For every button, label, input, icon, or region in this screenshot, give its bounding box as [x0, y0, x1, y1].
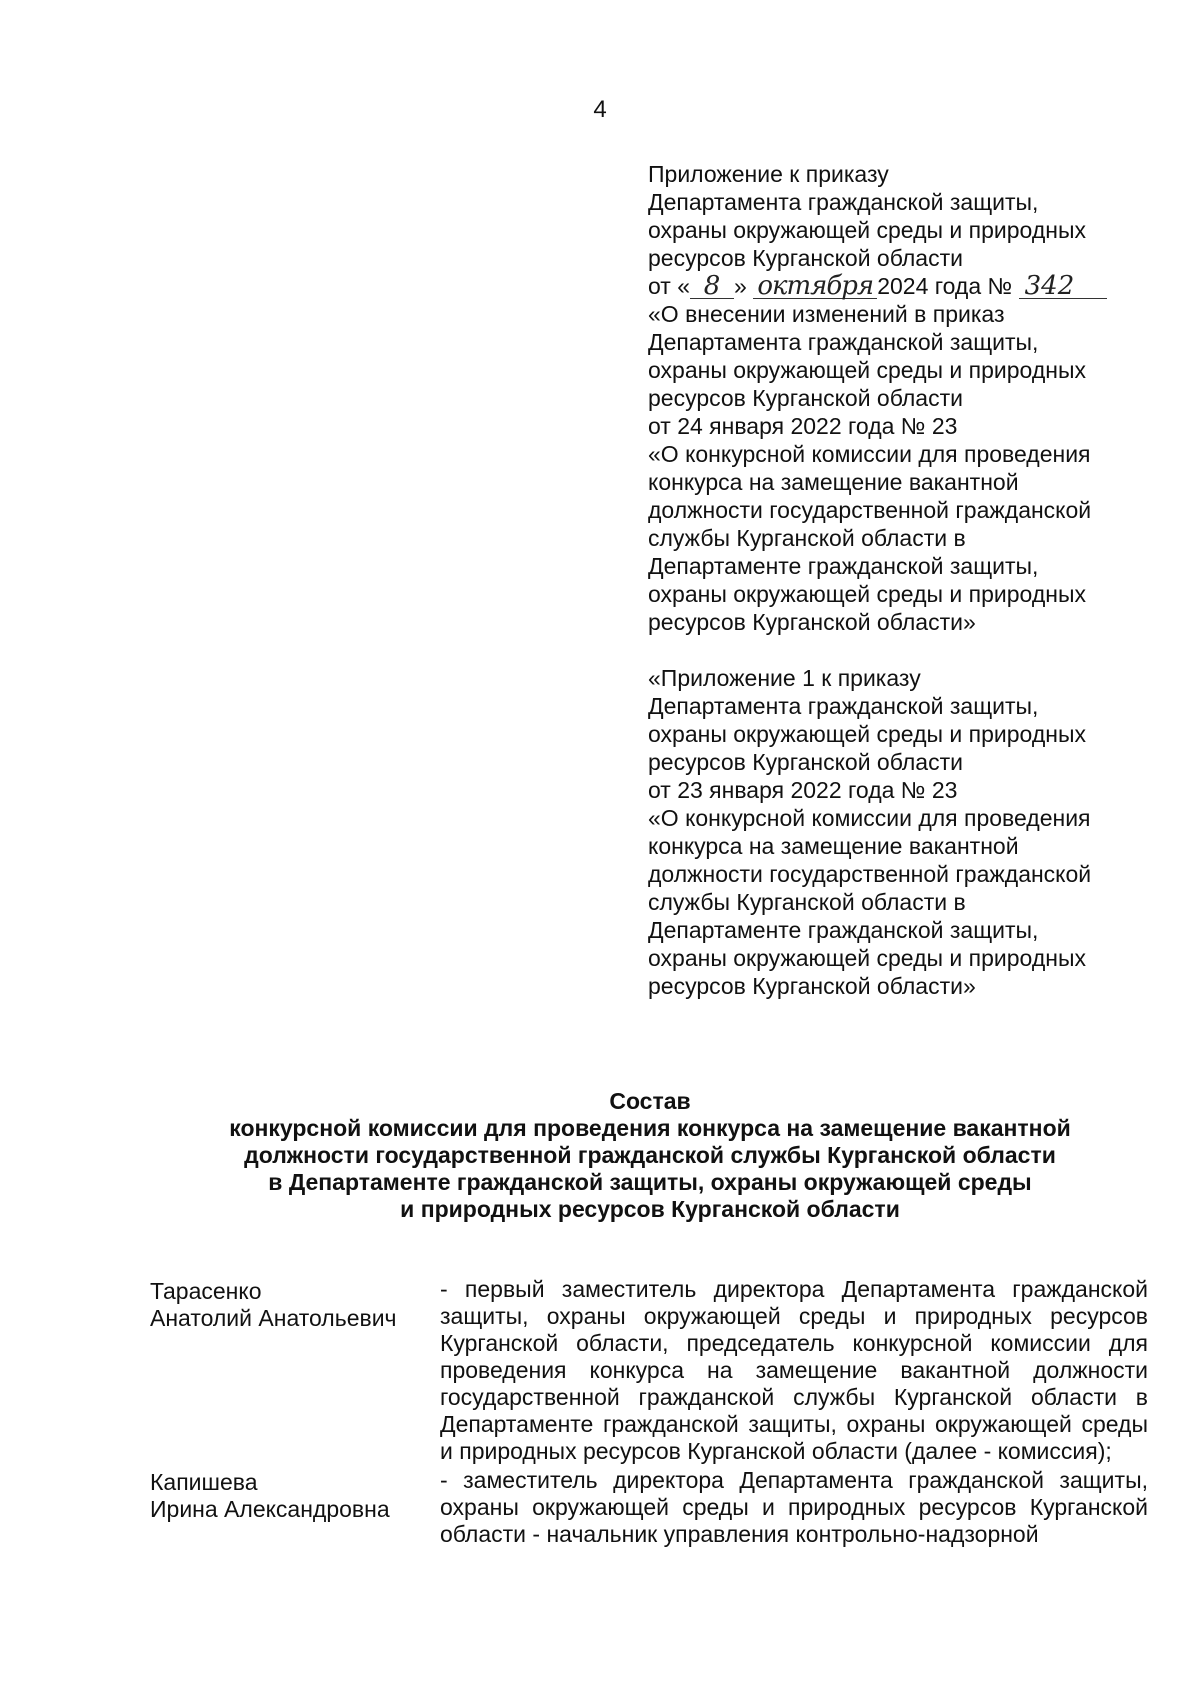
annex-line: Департамента гражданской защиты,	[648, 329, 1039, 355]
member-surname: Капишева	[150, 1469, 258, 1495]
annex-line: «О конкурсной комиссии для проведения	[648, 441, 1091, 467]
annex-line: ресурсов Курганской области»	[648, 609, 976, 635]
title-line: должности государственной гражданской службы Курганской области	[244, 1142, 1056, 1168]
member-name	[150, 1276, 440, 1465]
title-line: в Департаменте гражданской защиты, охраны окружающей среды	[268, 1169, 1032, 1195]
annex-line: охраны окружающей среды и природных	[648, 721, 1086, 747]
page-number: 4	[593, 96, 607, 123]
annex-line: Приложение к приказу	[648, 161, 889, 187]
annex-line: Департамента гражданской защиты,	[648, 189, 1039, 215]
member-entry	[150, 1467, 1150, 1548]
annex-line: «О внесении изменений в приказ	[648, 301, 1005, 327]
annex-line: ресурсов Курганской области	[648, 385, 963, 411]
member-name	[150, 1467, 440, 1548]
annex-line: должности государственной гражданской	[648, 497, 1092, 523]
original-annex-header-block	[648, 664, 1148, 1000]
annex-line: от 24 января 2022 года № 23	[648, 413, 958, 439]
annex-line: ресурсов Курганской области	[648, 749, 963, 775]
member-description: - заместитель директора Департамента гражданской защиты, охраны окружающей среды и природных ресурсов Курганской области - начальник управления контрольно-надзорной	[440, 1467, 1148, 1547]
annex-line: от 23 января 2022 года № 23	[648, 777, 958, 803]
annex-line: охраны окружающей среды и природных	[648, 581, 1086, 607]
annex-line: охраны окружающей среды и природных	[648, 945, 1086, 971]
annex-line: должности государственной гражданской	[648, 861, 1092, 887]
member-description: - первый заместитель директора Департамента гражданской защиты, охраны окружающей среды и природных ресурсов Курганской области, председатель конкурсной комиссии для проведения конкурса на замещение вакантной должности государственной гражданской службы Курганской области в Департаменте гражданской защиты, охраны окружающей среды и природных ресурсов Курганской области (далее - комиссия);	[440, 1276, 1148, 1464]
annex-line: «О конкурсной комиссии для проведения	[648, 805, 1091, 831]
member-surname: Тарасенко	[150, 1278, 262, 1304]
member-given-names: Ирина Александровна	[150, 1496, 390, 1522]
date-prefix: от «	[648, 273, 691, 299]
annex-line: ресурсов Курганской области	[648, 245, 963, 271]
member-given-names: Анатолий Анатольевич	[150, 1305, 397, 1331]
handwritten-day: 8	[690, 274, 734, 299]
annex-line: службы Курганской области в	[648, 525, 966, 551]
title-line: конкурсной комиссии для проведения конкурса на замещение вакантной	[229, 1115, 1071, 1141]
title-line: и природных ресурсов Курганской области	[400, 1196, 900, 1222]
annex-line: Департамента гражданской защиты,	[648, 693, 1039, 719]
commission-member-list	[150, 1276, 1150, 1548]
date-quote-close: »	[734, 273, 747, 299]
handwritten-month: октября	[753, 274, 877, 299]
annex-line: охраны окружающей среды и природных	[648, 357, 1086, 383]
annex-line: Департаменте гражданской защиты,	[648, 553, 1039, 579]
member-entry	[150, 1276, 1150, 1465]
annex-line: охраны окружающей среды и природных	[648, 217, 1086, 243]
title-line: Состав	[609, 1088, 691, 1114]
annex-line: конкурса на замещение вакантной	[648, 469, 1019, 495]
annex-line: службы Курганской области в	[648, 889, 966, 915]
document-title	[150, 1088, 1150, 1223]
annex-line: Департаменте гражданской защиты,	[648, 917, 1039, 943]
annex-line: «Приложение 1 к приказу	[648, 665, 921, 691]
annex-line: конкурса на замещение вакантной	[648, 833, 1019, 859]
annex-header-block	[648, 160, 1148, 636]
handwritten-order-number: 342	[1019, 274, 1107, 299]
order-date-line	[648, 272, 1148, 300]
date-year-text: 2024 года №	[877, 273, 1013, 299]
annex-line: ресурсов Курганской области»	[648, 973, 976, 999]
